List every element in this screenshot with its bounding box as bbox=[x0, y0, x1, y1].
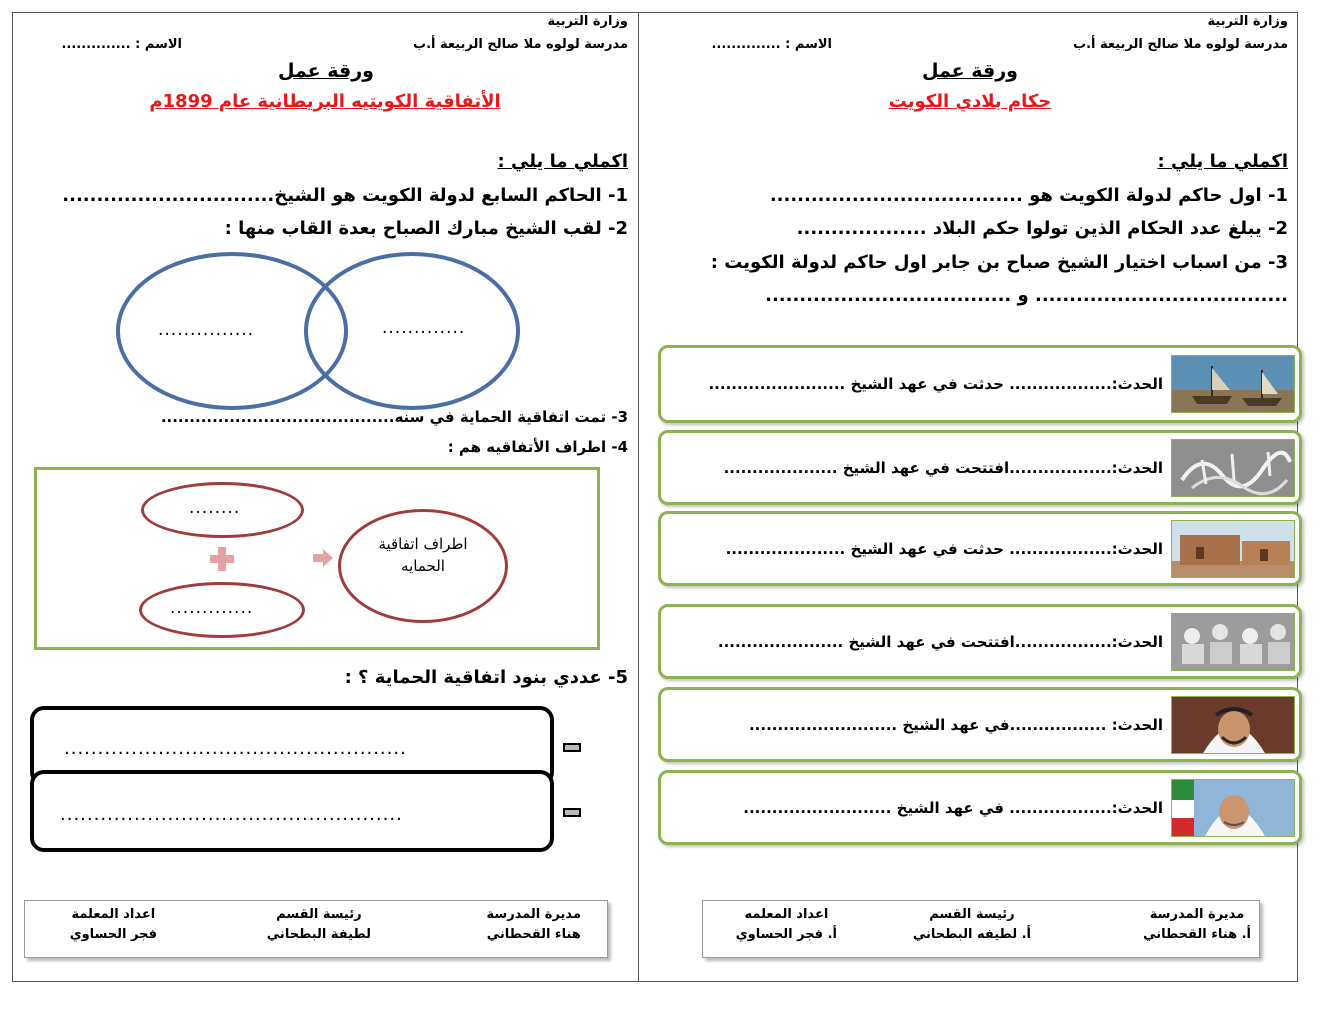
party-top-answer[interactable]: ........ bbox=[189, 498, 241, 518]
right-signature-box bbox=[702, 900, 1260, 958]
calligraphy-icon bbox=[1171, 439, 1295, 497]
right-instruction: اكملي ما يلي : bbox=[1157, 151, 1288, 172]
event-box bbox=[658, 345, 1302, 423]
event-text[interactable]: الحدث:..................افتتحت في عهد الشيخ .................... bbox=[723, 458, 1163, 477]
department-head-name: لطيفة البطحاني bbox=[266, 927, 371, 942]
right-worksheet-title: ورقة عمل bbox=[921, 60, 1018, 82]
teacher-title: اعداد المعلمه bbox=[744, 907, 829, 922]
clause-knob-2 bbox=[563, 808, 581, 817]
emir-portrait-icon bbox=[1171, 779, 1295, 837]
classroom-icon bbox=[1171, 613, 1295, 671]
department-head-name: أ. لطيفه البطحاني bbox=[912, 927, 1031, 942]
page-divider bbox=[638, 12, 639, 982]
event-box bbox=[658, 687, 1302, 762]
right-question-3-answer[interactable]: ..................................... و .................................... bbox=[765, 285, 1288, 306]
principal-title: مديرة المدرسة bbox=[486, 907, 581, 922]
left-question-1[interactable]: 1- الحاكم السابع لدولة الكويت هو الشيخ............................... bbox=[62, 185, 628, 206]
left-question-4: 4- اطراف الأتفاقيه هم : bbox=[447, 438, 628, 456]
venn-right-answer[interactable]: ............. bbox=[382, 318, 466, 338]
clause-answer-1[interactable]: ................................................... bbox=[64, 738, 407, 759]
teacher-name: فجر الحساوي bbox=[69, 927, 157, 942]
department-head-signature bbox=[267, 905, 371, 945]
event-box bbox=[658, 604, 1302, 679]
department-head-title: رئيسة القسم bbox=[929, 907, 1015, 922]
party-center-line2: الحمايه bbox=[401, 557, 445, 575]
event-text[interactable]: الحدث:.................. حدثت في عهد الشيخ ..................... bbox=[725, 539, 1163, 558]
event-box bbox=[658, 430, 1302, 505]
left-instruction: اكملي ما يلي : bbox=[497, 151, 628, 172]
right-school-name: مدرسة لولوه ملا صالح الربيعة أ.ب bbox=[1073, 37, 1288, 52]
principal-signature bbox=[487, 905, 581, 945]
arrow-right-icon bbox=[313, 549, 335, 571]
mud-building-icon bbox=[1171, 520, 1295, 578]
left-student-name-field[interactable]: الاسم : .............. bbox=[61, 37, 182, 52]
sheikh-portrait-icon bbox=[1171, 696, 1295, 754]
teacher-signature bbox=[736, 905, 837, 945]
event-text[interactable]: الحدث:.................افتتحت في عهد الشيخ ...................... bbox=[717, 632, 1163, 651]
right-question-1[interactable]: 1- اول حاكم لدولة الكويت هو ..................................... bbox=[769, 185, 1288, 206]
event-box bbox=[658, 511, 1302, 586]
department-head-title: رئيسة القسم bbox=[276, 907, 362, 922]
party-center-label bbox=[338, 533, 508, 577]
right-student-name-field[interactable]: الاسم : .............. bbox=[711, 37, 832, 52]
left-worksheet-title: ورقة عمل bbox=[277, 60, 374, 82]
ships-icon bbox=[1171, 355, 1295, 413]
venn-left-answer[interactable]: ............... bbox=[158, 320, 255, 340]
right-question-3: 3- من اسباب اختيار الشيخ صباح بن جابر اول حاكم لدولة الكويت : bbox=[710, 252, 1288, 273]
left-worksheet-subtitle: الأتفاقية الكويتيه البريطانية عام 1899م bbox=[149, 91, 501, 112]
principal-title: مديرة المدرسة bbox=[1149, 907, 1245, 922]
left-ministry: وزارة التربية bbox=[547, 14, 628, 29]
left-question-5: 5- عددي بنود اتفاقية الحماية ؟ : bbox=[344, 667, 628, 688]
party-center-line1: اطراف اتفاقية bbox=[378, 535, 468, 553]
event-text[interactable]: الحدث:.................. في عهد الشيخ .......................... bbox=[743, 798, 1163, 817]
teacher-name: أ. فجر الحساوي bbox=[735, 927, 837, 942]
clause-knob-1 bbox=[563, 743, 581, 752]
right-ministry: وزارة التربية bbox=[1207, 14, 1288, 29]
right-worksheet-subtitle: حكام بلادي الكويت bbox=[888, 91, 1052, 112]
department-head-signature bbox=[913, 905, 1031, 945]
event-text[interactable]: الحدث: .................في عهد الشيخ .......................... bbox=[748, 715, 1163, 734]
principal-signature bbox=[1143, 905, 1251, 945]
clause-answer-2[interactable]: ................................................... bbox=[60, 804, 403, 825]
left-question-2: 2- لقب الشيخ مبارك الصباح بعدة القاب منها : bbox=[224, 218, 628, 239]
teacher-title: اعداد المعلمة bbox=[71, 907, 156, 922]
event-text[interactable]: الحدث:.................. حدثت في عهد الشيخ ........................ bbox=[708, 375, 1163, 393]
principal-name: أ. هناء القحطاني bbox=[1143, 927, 1251, 942]
plus-icon bbox=[206, 547, 238, 575]
teacher-signature bbox=[70, 905, 157, 945]
left-question-3[interactable]: 3- تمت اتفاقية الحماية في سنه......................................... bbox=[160, 408, 628, 426]
principal-name: هناء القحطاني bbox=[486, 927, 581, 942]
left-signature-box bbox=[24, 900, 608, 958]
left-school-name: مدرسة لولوه ملا صالح الربيعة أ.ب bbox=[413, 37, 628, 52]
event-box bbox=[658, 770, 1302, 845]
right-question-2[interactable]: 2- يبلغ عدد الحكام الذين تولوا حكم البلاد ................... bbox=[796, 218, 1288, 239]
party-bottom-answer[interactable]: ............. bbox=[170, 598, 254, 618]
